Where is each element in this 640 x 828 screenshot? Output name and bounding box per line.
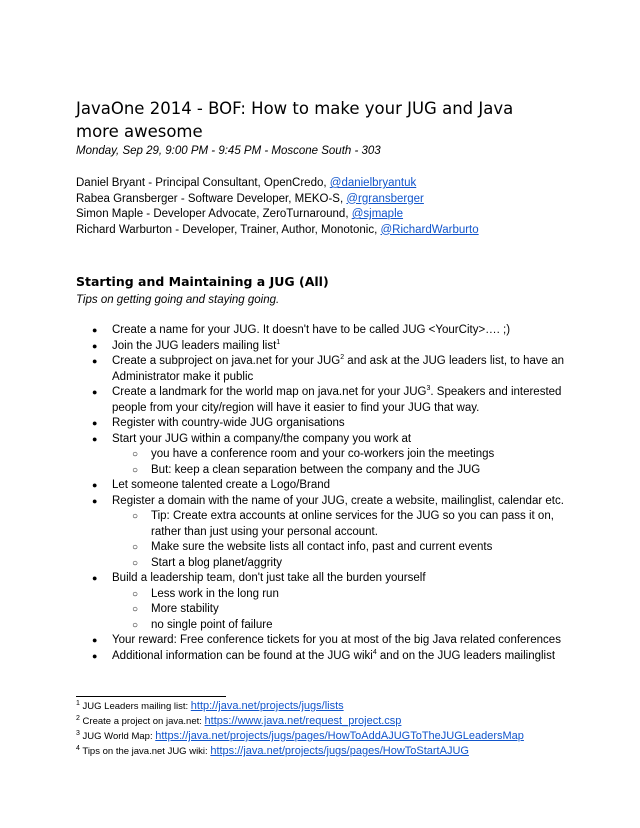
sub-list-item: ○ you have a conference room and your co-workers join the meetings [76, 447, 576, 463]
sub-list-item: ○ Make sure the website lists all contact info, past and current events [76, 540, 576, 556]
section-subtitle: Tips on getting going and staying going. [76, 294, 280, 306]
bullet-icon: ● [92, 433, 98, 444]
sub-bullet-icon: ○ [132, 449, 139, 460]
tips-list [76, 323, 576, 664]
twitter-link[interactable]: @sjmaple [351, 208, 404, 220]
footnote: $^3$ JUG World Map: https://java.net/projects/jugs/pages/HowToAddAJUGToTheJUGLeadersMap [76, 729, 524, 742]
authors-list [76, 176, 479, 238]
author-line: Simon Maple - Developer Advocate, ZeroTurnaround, @sjmaple [76, 208, 404, 220]
sub-bullet-icon: ○ [132, 588, 139, 600]
bullet-icon: ● [92, 495, 98, 506]
list-item: ● Create a landmark for the world map on java.net for your JUG$^3$. Speakers and interested people from your city/region will have it easier to find your JUG that way. [92, 385, 562, 414]
list-item: ● Start your JUG within a company/the company you work at [76, 432, 576, 448]
sub-list-item: ○ no single point of failure [76, 618, 576, 634]
footnotes [76, 699, 524, 759]
footnote-link[interactable]: https://java.net/projects/jugs/pages/HowToStartAJUG [210, 745, 469, 757]
twitter-link[interactable]: @RichardWarburto [380, 223, 479, 236]
footnote-ref[interactable]: 2 [340, 354, 345, 362]
list-item: ● Register a domain with the name of your JUG, create a website, mailinglist, calendar etc. [76, 494, 576, 510]
event-subtitle: Monday, Sep 29, 9:00 PM - 9:45 PM - Moscone South - 303 [76, 145, 381, 157]
bullet-icon: ● [92, 340, 98, 351]
footnote-ref[interactable]: 3 [426, 385, 431, 393]
footnote: $^4$ Tips on the java.net JUG wiki: https://java.net/projects/jugs/pages/HowToStartAJUG [76, 744, 469, 757]
bullet-icon: ● [92, 325, 98, 335]
sub-bullet-icon: ○ [132, 542, 139, 553]
footnote: $^2$ Create a project on java.net: https://www.java.net/request_project.csp [76, 714, 402, 727]
list-item: ● Register with country-wide JUG organisations [76, 416, 576, 432]
author-line: Richard Warburton - Developer, Trainer, Author, Monotonic, @RichardWarburto [76, 223, 479, 236]
bullet-icon: ● [92, 387, 98, 397]
author-line: Daniel Bryant - Principal Consultant, OpenCredo, @danielbryantuk [76, 177, 417, 189]
list-item: ● Build a leadership team, don't just take all the burden yourself [76, 571, 576, 587]
footnote-ref[interactable]: 1 [276, 338, 281, 346]
sub-bullet-icon: ○ [132, 604, 139, 615]
footnote: $^1$ JUG Leaders mailing list: http://java.net/projects/jugs/lists [76, 699, 344, 712]
list-item: ● Join the JUG leaders mailing list$^1$ [76, 339, 576, 355]
sub-list-item: ○ Less work in the long run [76, 587, 576, 603]
list-item: ● Create a subproject on java.net for your JUG$^2$ and ask at the JUG leaders list, to have an Administrator make it public [92, 354, 565, 383]
sub-bullet-icon: ○ [132, 511, 139, 522]
list-item: ● Create a name for your JUG. It doesn't have to be called JUG <YourCity>…. ;) [76, 323, 576, 339]
bullet-icon: ● [92, 418, 98, 428]
sub-list-item: ○ But: keep a clean separation between the company and the JUG [76, 463, 576, 479]
twitter-link[interactable]: @danielbryantuk [329, 177, 417, 189]
sub-bullet-icon: ○ [132, 557, 139, 569]
twitter-link[interactable]: @rgransberger [346, 192, 424, 205]
sub-bullet-icon: ○ [132, 619, 139, 631]
bullet-icon: ● [92, 356, 98, 366]
bullet-icon: ● [92, 573, 98, 583]
footnote-divider [76, 696, 226, 697]
bullet-icon: ● [92, 650, 98, 661]
footnote-link[interactable]: http://java.net/projects/jugs/lists [190, 700, 344, 712]
sub-bullet-icon: ○ [132, 464, 139, 476]
footnote-ref[interactable]: 4 [372, 648, 377, 656]
list-item: ● Additional information can be found at the JUG wiki$^4$ and on the JUG leaders mailinglist [76, 649, 576, 665]
author-line: Rabea Gransberger - Software Developer, MEKO-S, @rgransberger [76, 192, 424, 205]
bullet-icon: ● [92, 635, 98, 645]
list-item: ● Let someone talented create a Logo/Brand [76, 478, 576, 494]
list-item: ● Your reward: Free conference tickets for you at most of the big Java related conferences [76, 633, 576, 649]
bullet-icon: ● [92, 480, 98, 490]
footnote-link[interactable]: https://www.java.net/request_project.csp [204, 715, 402, 727]
sub-list-item: ○ Start a blog planet/aggrity [76, 556, 576, 572]
sub-list-item: ○ Tip: Create extra accounts at online services for the JUG so you can pass it on, rather than just using your personal account. [132, 510, 554, 538]
section-heading: Starting and Maintaining a JUG (All) [76, 274, 329, 289]
footnote-link[interactable]: https://java.net/projects/jugs/pages/HowToAddAJUGToTheJUGLeadersMap [155, 730, 524, 742]
sub-list-item: ○ More stability [76, 602, 576, 618]
page-title: JavaOne 2014 - BOF: How to make your JUG and Java more awesome [76, 99, 514, 141]
